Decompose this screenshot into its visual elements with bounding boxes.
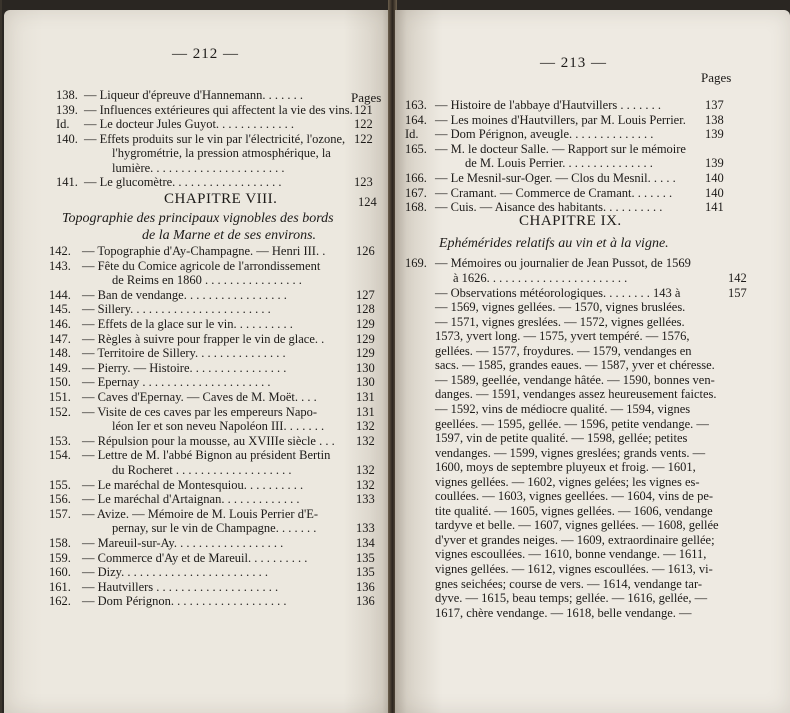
entry-page: 136 — [356, 579, 375, 594]
entry-number: Id. — [56, 117, 70, 131]
entry-page: 135 — [356, 550, 375, 565]
chapter-page: 124 — [358, 195, 377, 209]
entry-text: — Lettre de M. l'abbé Bignon au président Bertin — [82, 448, 331, 463]
entry-number: 139. — [56, 102, 78, 117]
entry-text: — Effets de la glace sur le vin. . . . . . . . . . — [82, 317, 293, 331]
line-text: 1617, chère vendange. — 1618, belle vendange. — — [435, 605, 692, 620]
entry-text: — Les moines d'Hautvillers, par M. Louis Perrier. — [435, 112, 686, 127]
entry-number: 142. — [49, 244, 71, 258]
entry-text: — Répulsion pour la mousse, au XVIIIe siècle . . . — [82, 433, 335, 448]
line-text: danges. — 1591, vendanges assez heureusement faictes. — [435, 387, 717, 402]
entry-number: 167. — [405, 185, 427, 200]
entry-number: 161. — [49, 579, 71, 594]
entry-number: 159. — [49, 550, 71, 565]
entry-text: lumière. . . . . . . . . . . . . . . . . . . . . . — [112, 160, 285, 175]
entry-text: — Le glucomètre. . . . . . . . . . . . . . . . . . — [84, 175, 282, 189]
chapter-subtitle: Topographie des principaux vignobles des bords — [62, 211, 334, 226]
left-page — [4, 10, 390, 713]
line-text: tite qualité. — 1605, vignes gellées. — 1606, vendange — [435, 503, 713, 518]
entry-number: 143. — [49, 258, 71, 273]
entry-text: de Reims en 1860 . . . . . . . . . . . . . . . . — [112, 273, 302, 288]
entry-page: 132 — [356, 433, 375, 448]
entry-text: — Le maréchal de Montesquiou. . . . . . . . . . — [82, 477, 304, 492]
entry-page: 123 — [354, 175, 373, 189]
page-number: — 212 — — [172, 46, 239, 62]
entry-number: 152. — [49, 404, 71, 419]
entry-number: 150. — [49, 375, 71, 390]
entry-text: — Dizy. . . . . . . . . . . . . . . . . . . . . . . . — [82, 565, 268, 580]
line-text: sacs. — 1585, grandes eaues. — 1587, yver et chéresse. — [435, 358, 715, 373]
entry-number: 140. — [56, 131, 78, 146]
entry-page: 136 — [356, 594, 375, 609]
line-page: 142 — [728, 271, 747, 285]
line-text: 1597, vin de petite qualité. — 1598, gellée; petites — [435, 431, 688, 446]
entry-text: — Commerce d'Ay et de Mareuil. . . . . . . . . . — [82, 550, 308, 565]
entry-page: 133 — [356, 492, 375, 507]
entry-text: — Le maréchal d'Artaignan. . . . . . . . . . . . . — [82, 492, 300, 507]
entry-number: 145. — [49, 302, 71, 317]
entry-number: 162. — [49, 594, 71, 609]
entry-number: 156. — [49, 492, 71, 507]
entry-number: 164. — [405, 112, 427, 127]
entry-number: 151. — [49, 390, 71, 404]
entry-text: — Effets produits sur le vin par l'électricité, l'ozone, — [84, 131, 346, 146]
entry-page: 140 — [705, 171, 724, 185]
entry-page: 130 — [356, 360, 375, 375]
entry-page: 135 — [356, 565, 375, 580]
entry-text: — Hautvillers . . . . . . . . . . . . . . . . . . . . — [82, 579, 279, 594]
line-text: dyve. — 1615, beau temps; gellée. — 1616, gellée, — — [435, 591, 708, 606]
entry-page: 127 — [356, 287, 375, 302]
entry-number: 165. — [405, 141, 427, 156]
entry-number: 163. — [405, 98, 427, 112]
entry-page: 140 — [705, 185, 724, 200]
line-text: à 1626. . . . . . . . . . . . . . . . . . . . . . . — [453, 271, 628, 285]
entry-text: — Fête du Comice agricole de l'arrondissement — [82, 258, 321, 273]
entry-text: — Avize. — Mémoire de M. Louis Perrier d'E- — [82, 506, 318, 521]
entry-text: — Influences extérieures qui affectent la vie des vins. — [84, 102, 353, 117]
entry-page: 141 — [705, 200, 724, 215]
entry-page: 134 — [356, 536, 375, 550]
entry-page: 139 — [705, 156, 724, 171]
line-text: — 1571, vignes greslées. — 1572, vignes gellées. — [435, 314, 685, 329]
line-page: 157 — [728, 285, 747, 300]
line-text: gnes seichées; course de vers. — 1614, vendange tar- — [435, 576, 703, 591]
line-text: — 1589, geellée, vendange hâtée. — 1590, bonnes ven- — [435, 372, 715, 387]
entry-text: — Histoire de l'abbaye d'Hautvillers . . . . . . . — [435, 98, 661, 112]
entry-text: du Rocheret . . . . . . . . . . . . . . . . . . . — [112, 463, 292, 477]
entry-text: — Règles à suivre pour frapper le vin de glace. . — [82, 331, 325, 346]
entry-text: — Territoire de Sillery. . . . . . . . . . . . . . . — [82, 346, 286, 361]
chapter-title: CHAPITRE IX. — [519, 213, 622, 229]
entry-text: — Mareuil-sur-Ay. . . . . . . . . . . . . . . . . . — [82, 536, 284, 550]
entry-page: 138 — [705, 112, 724, 127]
entry-text: — Dom Pérignon. . . . . . . . . . . . . . . . . . . — [82, 594, 287, 609]
entry-page: 121 — [354, 102, 373, 117]
line-text: vendanges. — 1599, vignes greslées; grands vents. — — [435, 445, 706, 460]
entry-text: — Sillery. . . . . . . . . . . . . . . . . . . . . . . — [82, 302, 271, 317]
entry-page: 122 — [354, 131, 373, 146]
chapter-title: CHAPITRE VIII. — [164, 191, 278, 207]
line-text: vignes escoullées. — 1610, bonne vendange. — 1611, — [435, 547, 707, 562]
entry-page: 137 — [705, 98, 724, 112]
entry-page: 122 — [354, 117, 373, 131]
entry-number: 153. — [49, 433, 71, 448]
entry-number: Id. — [405, 127, 419, 142]
entry-text: — Mémoires ou journalier de Jean Pussot, de 1569 — [435, 256, 691, 270]
entry-page: 128 — [356, 302, 375, 317]
entry-number: 155. — [49, 477, 71, 492]
entry-page: 133 — [356, 521, 375, 536]
entry-text: — Le docteur Jules Guyot. . . . . . . . . . . . . — [84, 117, 295, 131]
entry-page: 129 — [356, 317, 375, 331]
entry-number: 169. — [405, 256, 427, 270]
chapter-subtitle: Ephémérides relatifs au vin et à la vigne. — [439, 236, 669, 251]
line-text: — 1569, vignes gellées. — 1570, vignes bruslées. — [435, 300, 686, 315]
entry-text: — M. le docteur Salle. — Rapport sur le mémoire — [435, 141, 686, 156]
pages-column-label: Pages — [351, 90, 382, 105]
line-text: — Observations météorologiques. . . . . . . . 143 à — [435, 285, 681, 300]
entry-number: 160. — [49, 565, 71, 580]
entry-page: 139 — [705, 127, 724, 142]
line-text: — 1592, vins de médiocre qualité. — 1594, vignes — [435, 401, 691, 416]
entry-text: — Le Mesnil-sur-Oger. — Clos du Mesnil. . . . . — [435, 171, 676, 185]
right-page — [395, 10, 790, 713]
line-text: coullées. — 1603, vignes geellées. — 1604, vins de pe- — [435, 489, 714, 504]
entry-number: 166. — [405, 171, 427, 185]
entry-page: 130 — [356, 375, 375, 390]
entry-text: — Ban de vendange. . . . . . . . . . . . . . . . . — [82, 287, 287, 302]
entry-text: — Epernay . . . . . . . . . . . . . . . . . . . . . — [82, 375, 271, 390]
entry-number: 138. — [56, 88, 78, 102]
entry-page: 129 — [356, 331, 375, 346]
entry-number: 157. — [49, 506, 71, 521]
entry-number: 154. — [49, 448, 71, 463]
entry-number: 144. — [49, 287, 71, 302]
entry-text: — Topographie d'Ay-Champagne. — Henri III. . — [82, 244, 326, 258]
pages-column-label: Pages — [701, 70, 732, 85]
entry-text: léon Ier et son neveu Napoléon III. . . . . . . — [112, 419, 325, 434]
entry-text: de M. Louis Perrier. . . . . . . . . . . . . . . — [465, 156, 653, 171]
entry-text: — Caves d'Epernay. — Caves de M. Moët. . . . — [82, 390, 317, 404]
line-text: geellées. — 1595, gellée. — 1596, petite vendange. — — [435, 416, 709, 431]
page-number: — 213 — — [540, 55, 607, 71]
line-text: 1573, yvert long. — 1575, yvert tempéré. — 1576, — [435, 329, 690, 344]
entry-page: 126 — [356, 244, 375, 258]
line-text: 1600, moys de septembre pluyeux et froig. — 1601, — [435, 460, 696, 475]
entry-text: — Liqueur d'épreuve d'Hannemann. . . . . . . — [84, 88, 304, 102]
entry-text: — Visite de ces caves par les empereurs Napo- — [82, 404, 318, 419]
entry-page: 131 — [356, 404, 375, 419]
entry-text: l'hygrométrie, la pression atmosphérique, la — [112, 146, 331, 160]
line-text: gellées. — 1577, froydures. — 1579, vendanges en — [435, 343, 692, 358]
chapter-subtitle: de la Marne et de ses environs. — [142, 228, 317, 243]
entry-page: 132 — [356, 463, 375, 477]
entry-page: 129 — [356, 346, 375, 361]
entry-number: 158. — [49, 536, 71, 550]
entry-text: — Dom Pérignon, aveugle. . . . . . . . . . . . . . — [435, 127, 654, 142]
entry-number: 168. — [405, 200, 427, 215]
entry-text: — Cramant. — Commerce de Cramant. . . . . . . — [435, 185, 673, 200]
entry-number: 148. — [49, 346, 71, 361]
entry-page: 132 — [356, 419, 375, 434]
entry-page: 132 — [356, 477, 375, 492]
entry-number: 149. — [49, 360, 71, 375]
line-text: vignes gellées. — 1602, vignes gelées; les vignes es- — [435, 474, 700, 489]
entry-text: pernay, sur le vin de Champagne. . . . . . . — [112, 521, 317, 536]
entry-number: 141. — [56, 175, 78, 189]
entry-number: 146. — [49, 317, 71, 331]
entry-number: 147. — [49, 331, 71, 346]
line-text: d'yver et grandes neiges. — 1609, extraordinaire gellée; — [435, 532, 715, 547]
entry-page: 131 — [356, 390, 375, 404]
entry-text: — Cuis. — Aisance des habitants. . . . . . . . . . — [435, 200, 663, 215]
line-text: vignes gellées. — 1612, vignes escoullées. — 1613, vi- — [435, 562, 713, 576]
entry-text: — Pierry. — Histoire. . . . . . . . . . . . . . . . — [82, 360, 287, 375]
line-text: tardyve et belle. — 1607, vignes gellées. — 1608, gellée — [435, 518, 719, 533]
